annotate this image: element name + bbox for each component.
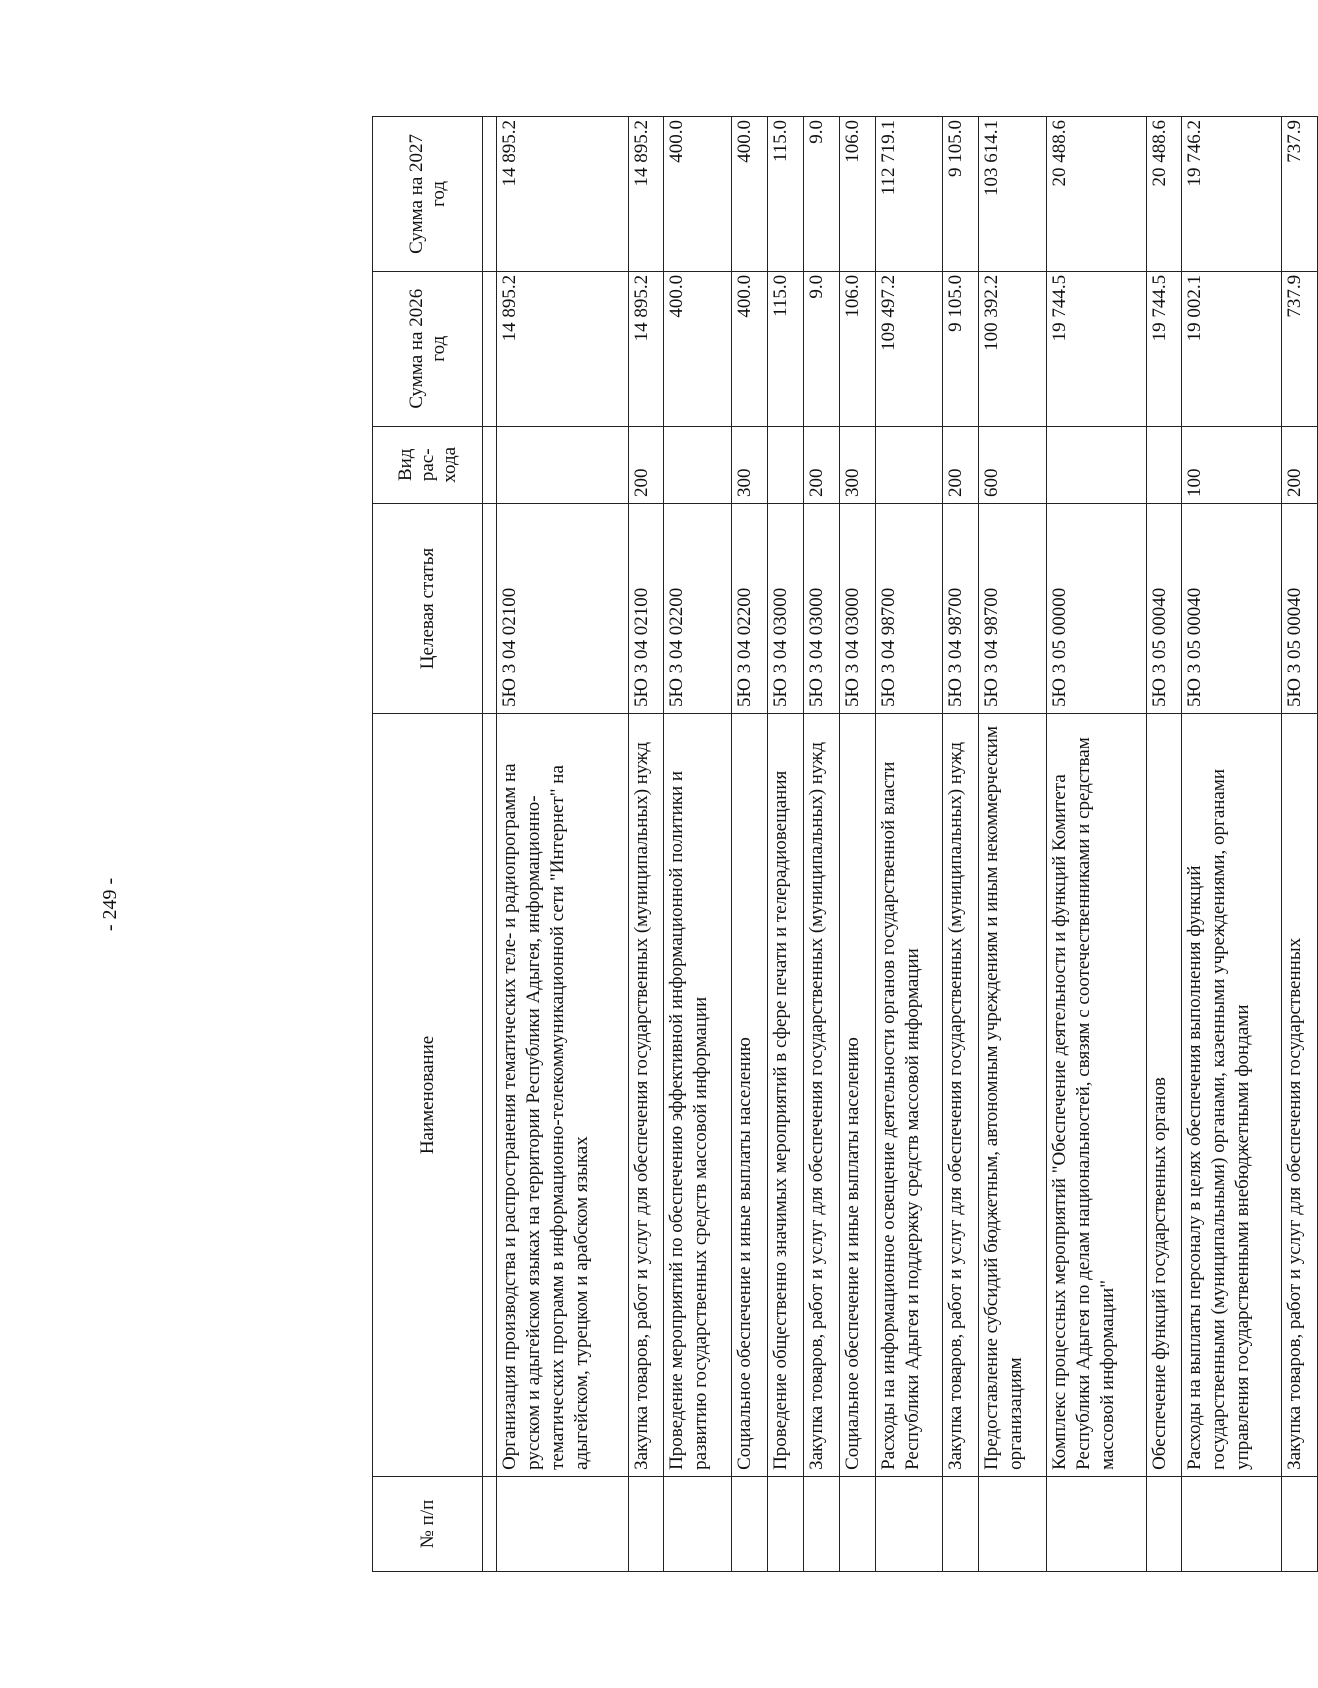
row-sum-2026: 19 002.1: [1182, 271, 1282, 426]
spacer-cell: [483, 1476, 497, 1571]
row-name: Проведение общественно значимых мероприятий в сфере печати и телерадиовещания: [767, 714, 803, 1477]
row-name: Организация производства и распространения тематических теле- и радиопрограмм на русском и адыгейском языках на территории Республики Адыгея, информационно-тематических программ в информационно-телекоммуникационной сети "Интернет" на адыгейском, турецком и арабском языках: [497, 714, 629, 1477]
row-sum-2026: 19 744.5: [1046, 271, 1146, 426]
page-number-text: - 249 -: [99, 877, 122, 931]
row-name: Закупка товаров, работ и услуг для обеспечения государственных (муниципальных) нужд: [803, 714, 839, 1477]
row-code: 5Ю 3 05 00040: [1146, 503, 1182, 713]
header-sum-2027: Сумма на 2027 год: [373, 117, 483, 272]
row-code: 5Ю 3 04 98700: [943, 503, 979, 713]
spacer-cell: [483, 503, 497, 713]
row-sum-2026: 19 744.5: [1146, 271, 1182, 426]
row-vid: 600: [979, 426, 1047, 503]
row-vid: 200: [943, 426, 979, 503]
table-row: [943, 117, 979, 1572]
row-sum-2027: 9.0: [803, 117, 839, 272]
row-code: 5Ю 3 05 00040: [1182, 503, 1282, 713]
row-code: 5Ю 3 04 03000: [767, 503, 803, 713]
row-num: [943, 1476, 979, 1571]
row-vid: 300: [839, 426, 875, 503]
row-vid: [875, 426, 943, 503]
row-name: Социальное обеспечение и иные выплаты населению: [732, 714, 768, 1477]
row-num: [732, 1476, 768, 1571]
row-code: 5Ю 3 04 02200: [664, 503, 732, 713]
table-row: [497, 117, 629, 1572]
row-sum-2027: 20 488.6: [1146, 117, 1182, 272]
row-sum-2027: 400.0: [664, 117, 732, 272]
row-vid: [1046, 426, 1146, 503]
row-vid: 200: [628, 426, 664, 503]
table-row: [979, 117, 1047, 1572]
table-row: [875, 117, 943, 1572]
row-name: Расходы на информационное освещение деятельности органов государственной власти Республики Адыгея и поддержку средств массовой информации: [875, 714, 943, 1477]
page-number: [91, 844, 131, 964]
row-name: Проведение мероприятий по обеспечению эффективной информационной политики и развитию государственных средств массовой информации: [664, 714, 732, 1477]
row-sum-2026: 109 497.2: [875, 271, 943, 426]
row-code: 5Ю 3 04 02100: [628, 503, 664, 713]
row-code: 5Ю 3 04 98700: [875, 503, 943, 713]
row-sum-2027: 115.0: [767, 117, 803, 272]
row-sum-2027: 737.9: [1282, 117, 1318, 272]
row-num: [875, 1476, 943, 1571]
spacer-cell: [483, 426, 497, 503]
row-sum-2027: 106.0: [839, 117, 875, 272]
row-vid: [497, 426, 629, 503]
header-name: Наименование: [373, 714, 483, 1477]
budget-table-frame: [372, 116, 1318, 1572]
row-sum-2027: 14 895.2: [497, 117, 629, 272]
row-num: [1046, 1476, 1146, 1571]
row-code: 5Ю 3 04 02200: [732, 503, 768, 713]
row-sum-2026: 14 895.2: [628, 271, 664, 426]
row-vid: 300: [732, 426, 768, 503]
row-vid: [664, 426, 732, 503]
row-num: [839, 1476, 875, 1571]
table-row: [664, 117, 732, 1572]
row-num: [1146, 1476, 1182, 1571]
row-num: [803, 1476, 839, 1571]
row-sum-2027: 19 746.2: [1182, 117, 1282, 272]
row-vid: [1146, 426, 1182, 503]
row-sum-2027: 9 105.0: [943, 117, 979, 272]
row-sum-2026: 9 105.0: [943, 271, 979, 426]
row-sum-2027: 20 488.6: [1046, 117, 1146, 272]
table-row: [732, 117, 768, 1572]
table-header-row: [373, 117, 483, 1572]
table-row: [803, 117, 839, 1572]
row-sum-2027: 14 895.2: [628, 117, 664, 272]
table-row: [1182, 117, 1282, 1572]
row-code: 5Ю 3 04 98700: [979, 503, 1047, 713]
row-name: Закупка товаров, работ и услуг для обеспечения государственных: [1282, 714, 1318, 1477]
table-spacer-row: [483, 117, 497, 1572]
row-num: [1282, 1476, 1318, 1571]
row-num: [979, 1476, 1047, 1571]
row-num: [767, 1476, 803, 1571]
row-sum-2027: 400.0: [732, 117, 768, 272]
header-code: Целевая статья: [373, 503, 483, 713]
table-row: [767, 117, 803, 1572]
row-sum-2026: 115.0: [767, 271, 803, 426]
row-vid: [767, 426, 803, 503]
row-vid: 200: [803, 426, 839, 503]
row-name: Закупка товаров, работ и услуг для обеспечения государственных (муниципальных) нужд: [628, 714, 664, 1477]
table-row: [839, 117, 875, 1572]
row-code: 5Ю 3 04 03000: [839, 503, 875, 713]
spacer-cell: [483, 117, 497, 272]
row-sum-2027: 103 614.1: [979, 117, 1047, 272]
row-name: Социальное обеспечение и иные выплаты населению: [839, 714, 875, 1477]
row-name: Обеспечение функций государственных органов: [1146, 714, 1182, 1477]
row-sum-2026: 106.0: [839, 271, 875, 426]
row-name: Комплекс процессных мероприятий "Обеспечение деятельности и функций Комитета Республики Адыгея по делам национальностей, связям с соотечественниками и средствам массовой информации": [1046, 714, 1146, 1477]
row-sum-2026: 400.0: [732, 271, 768, 426]
row-code: 5Ю 3 04 02100: [497, 503, 629, 713]
table-row: [1146, 117, 1182, 1572]
row-num: [497, 1476, 629, 1571]
row-sum-2026: 737.9: [1282, 271, 1318, 426]
row-vid: 200: [1282, 426, 1318, 503]
budget-table: [372, 116, 1318, 1572]
header-num: № п/п: [373, 1476, 483, 1571]
spacer-cell: [483, 271, 497, 426]
row-num: [628, 1476, 664, 1571]
row-num: [1182, 1476, 1282, 1571]
header-vid: Вид рас- хода: [373, 426, 483, 503]
row-sum-2026: 400.0: [664, 271, 732, 426]
table-row: [628, 117, 664, 1572]
row-sum-2027: 112 719.1: [875, 117, 943, 272]
row-sum-2026: 9.0: [803, 271, 839, 426]
row-name: Расходы на выплаты персоналу в целях обеспечения выполнения функций государственными (муниципальными) органами, казенными учреждениями, органами управления государственными внебюджетными фондами: [1182, 714, 1282, 1477]
table-row: [1282, 117, 1318, 1572]
row-name: Предоставление субсидий бюджетным, автономным учреждениям и иным некоммерческим организациям: [979, 714, 1047, 1477]
row-sum-2026: 14 895.2: [497, 271, 629, 426]
table-row: [1046, 117, 1146, 1572]
row-vid: 100: [1182, 426, 1282, 503]
row-code: 5Ю 3 05 00040: [1282, 503, 1318, 713]
spacer-cell: [483, 714, 497, 1477]
row-code: 5Ю 3 05 00000: [1046, 503, 1146, 713]
row-num: [664, 1476, 732, 1571]
row-code: 5Ю 3 04 03000: [803, 503, 839, 713]
row-name: Закупка товаров, работ и услуг для обеспечения государственных (муниципальных) нужд: [943, 714, 979, 1477]
row-sum-2026: 100 392.2: [979, 271, 1047, 426]
header-sum-2026: Сумма на 2026 год: [373, 271, 483, 426]
